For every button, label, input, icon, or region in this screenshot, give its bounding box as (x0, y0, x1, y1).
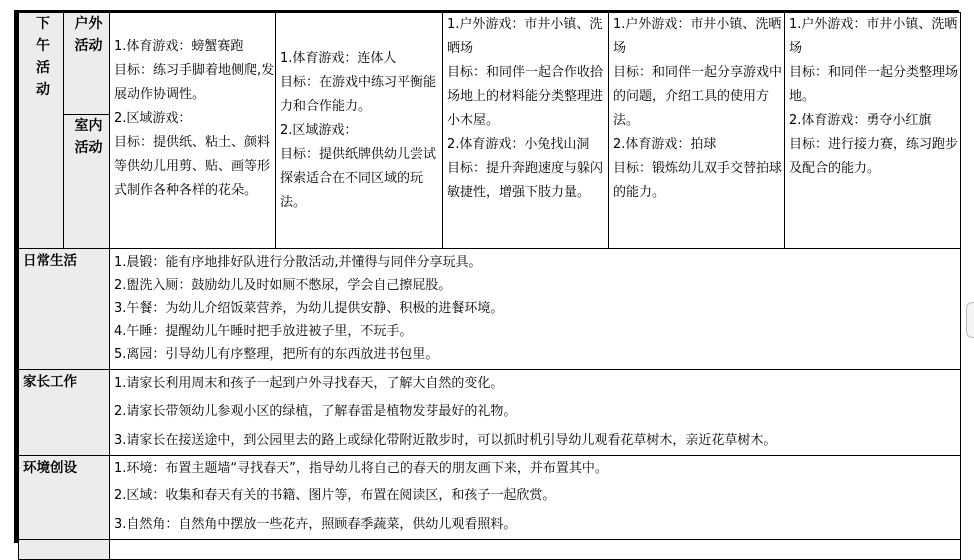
afternoon-day-2 (276, 13, 443, 249)
daily-life-label: 日常生活 (19, 249, 110, 370)
environment-item: 2.区域：收集和春天有关的书籍、图片等，布置在阅读区，和孩子一起欣赏。 (114, 488, 556, 503)
day3-goal-2: 目标：提升奔跑速度与躲闪敏捷性，增强下肢力量。 (447, 161, 604, 200)
day4-goal-1: 目标：和同伴一起分享游戏中的问题，介绍工具的使用方法。 (613, 65, 783, 128)
environment-item: 3.自然角：自然角中摆放一些花卉，照顾春季蔬菜，供幼儿观看照料。 (114, 517, 517, 532)
daily-life-item: 2.盥洗入厕：鼓励幼儿及时如厕不憋尿，学会自己擦屁股。 (114, 278, 452, 293)
day2-activity-1: 1.体育游戏：连体人 (280, 51, 397, 66)
day5-activity-1: 1.户外游戏：市井小镇、洗晒场 (789, 17, 958, 56)
day1-goal-2: 目标：提供纸、粘土、颜料等供幼儿用剪、贴、画等形式制作各种各样的花朵。 (114, 135, 271, 198)
day4-activity-1: 1.户外游戏：市井小镇、洗晒场 (613, 17, 782, 56)
daily-life-content (110, 249, 961, 370)
outdoor-sublabel-text: 户外活动 (74, 16, 103, 54)
indoor-sublabel-text: 室内活动 (74, 118, 103, 156)
day1-goal-1: 目标：练习手脚着地侧爬,发展动作协调性。 (114, 63, 275, 102)
day2-goal-2: 目标：提供纸牌供幼儿尝试探索适合在不同区域的玩法。 (280, 147, 437, 210)
day4-goal-2: 目标：锻炼幼儿双手交替拍球的能力。 (613, 161, 783, 200)
afternoon-section-text: 下午活动 (36, 16, 50, 98)
parent-work-row (19, 370, 961, 456)
day5-activity-2: 2.体育游戏：勇夺小红旗 (789, 113, 932, 128)
daily-life-item: 4.午睡：提醒幼儿午睡时把手放进被子里，不玩手。 (114, 324, 413, 339)
parent-work-item: 1.请家长利用周末和孩子一起到户外寻找春天，了解大自然的变化。 (114, 376, 504, 391)
day5-goal-2: 目标：进行接力赛，练习跑步及配合的能力。 (789, 137, 959, 176)
day1-activity-1: 1.体育游戏：螃蟹赛跑 (114, 39, 244, 54)
environment-row (19, 456, 961, 540)
weekly-plan-table (18, 12, 961, 560)
daily-life-item: 1.晨锻：能有序地排好队进行分散活动,并懂得与同伴分享玩具。 (114, 255, 482, 270)
indoor-sublabel (64, 115, 110, 249)
afternoon-section-label (19, 13, 64, 249)
daily-life-item: 3.午餐：为幼儿介绍饭菜营养，为幼儿提供安静、积极的进餐环境。 (114, 301, 504, 316)
environment-label: 环境创设 (19, 456, 110, 540)
day2-activity-2: 2.区域游戏： (280, 123, 358, 138)
day2-goal-1: 目标：在游戏中练习平衡能力和合作能力。 (280, 75, 437, 114)
parent-work-item: 2.请家长带领幼儿参观小区的绿植，了解春雷是植物发芽最好的礼物。 (114, 404, 517, 419)
environment-item: 1.环境：布置主题墙“寻找春天”，指导幼儿将自己的春天的朋友画下来，并布置其中。 (114, 461, 608, 476)
daily-life-item: 5.离园：引导幼儿有序整理，把所有的东西放进书包里。 (114, 347, 439, 362)
day4-activity-2: 2.体育游戏：拍球 (613, 137, 717, 152)
afternoon-day-5 (785, 13, 961, 249)
afternoon-day-3 (443, 13, 609, 249)
afternoon-outdoor-row (19, 13, 961, 115)
outdoor-sublabel (64, 13, 110, 115)
day1-activity-2: 2.区域游戏： (114, 111, 192, 126)
day5-goal-1: 目标：和同伴一起分类整理场地。 (789, 65, 959, 104)
parent-work-item: 3.请家长在接送途中，到公园里去的路上或绿化带附近散步时，可以抓时机引导幼儿观看花草树木，亲近花草树木。 (114, 433, 777, 448)
day3-activity-1: 1.户外游戏：市井小镇、洗晒场 (447, 17, 603, 56)
daily-life-row (19, 249, 961, 370)
afternoon-day-4 (609, 13, 785, 249)
day3-activity-2: 2.体育游戏：小兔找山洞 (447, 137, 590, 152)
environment-content (110, 456, 961, 540)
side-scroll-handle[interactable] (966, 302, 974, 338)
afternoon-day-1 (110, 13, 276, 249)
day3-goal-1: 目标：和同伴一起合作收拾场地上的材料能分类整理进小木屋。 (447, 65, 604, 128)
parent-work-content (110, 370, 961, 456)
parent-work-label: 家长工作 (19, 370, 110, 456)
